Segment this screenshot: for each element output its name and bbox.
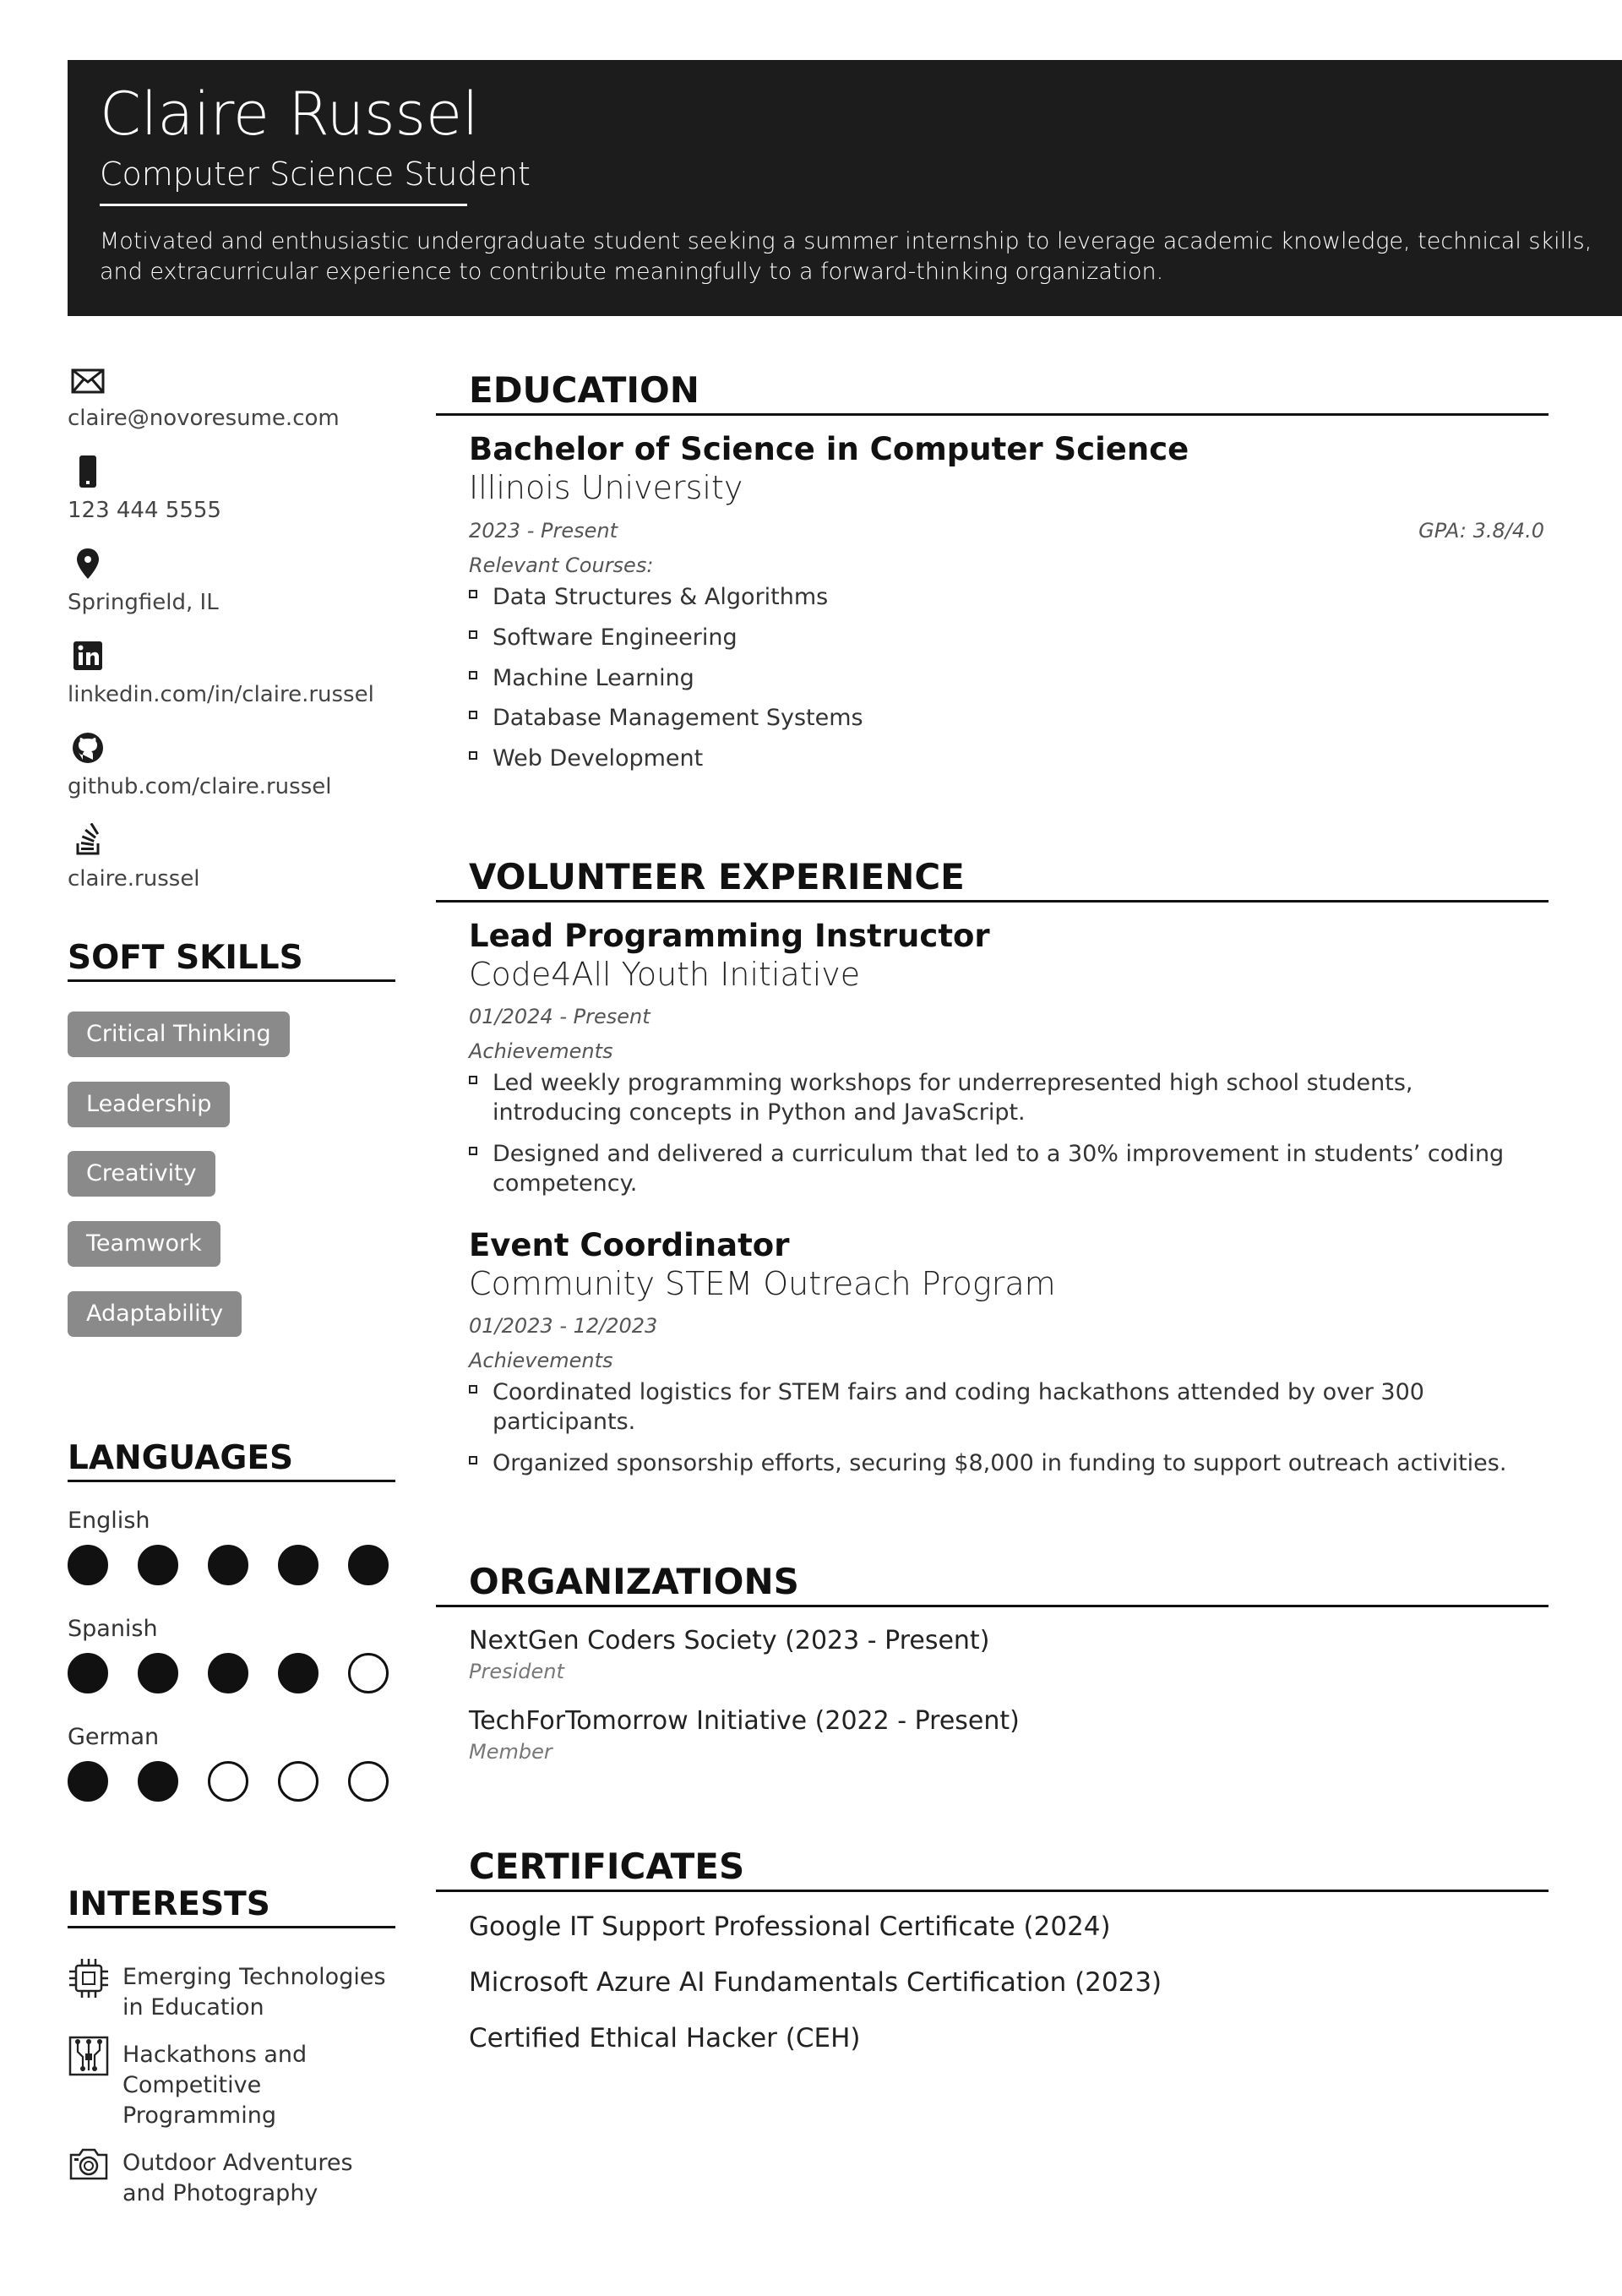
certificate-item: Certified Ethical Hacker (CEH) bbox=[469, 2023, 861, 2053]
proficiency-dot bbox=[208, 1653, 248, 1693]
candidate-name: Claire Russel bbox=[100, 79, 479, 149]
gpa-text: GPA: 3.8/4.0 bbox=[1418, 519, 1544, 543]
language-name: Spanish bbox=[68, 1616, 158, 1642]
job-role: Lead Programming Instructor bbox=[469, 918, 990, 954]
location-text: Springfield, IL bbox=[68, 590, 219, 615]
bullet-marker bbox=[469, 711, 477, 719]
proficiency-dot bbox=[348, 1545, 389, 1585]
camera-icon bbox=[68, 2143, 110, 2185]
skill-tag: Adaptability bbox=[68, 1291, 242, 1337]
organization-name: NextGen Coders Society (2023 - Present) bbox=[469, 1626, 990, 1655]
course-item: Web Development bbox=[493, 745, 704, 772]
interests-heading: INTERESTS bbox=[68, 1886, 395, 1928]
certificate-item: Google IT Support Professional Certificate (2024) bbox=[469, 1912, 1111, 1942]
bullet-marker bbox=[469, 1385, 477, 1393]
interest-item: Outdoor Adventures and Photography bbox=[122, 2150, 353, 2206]
skill-tag: Creativity bbox=[68, 1151, 215, 1197]
job-organization: Code4All Youth Initiative bbox=[469, 956, 861, 993]
proficiency-dot bbox=[278, 1545, 318, 1585]
phone-icon bbox=[71, 455, 105, 488]
proficiency-dot bbox=[278, 1653, 318, 1693]
title-underline bbox=[100, 204, 467, 206]
proficiency-dot bbox=[68, 1653, 108, 1693]
bullet-marker bbox=[469, 751, 477, 760]
skill-tag: Leadership bbox=[68, 1082, 230, 1127]
achievements-label: Achievements bbox=[469, 1039, 613, 1063]
summary-text: Motivated and enthusiastic undergraduate student seeking a summer internship to leverage academic knowledge, technical skills, and extracurricular experience to contribute meaningfully to a forward-thinking organization. bbox=[100, 228, 1592, 285]
job-role: Event Coordinator bbox=[469, 1227, 790, 1263]
proficiency-dot bbox=[68, 1545, 108, 1585]
candidate-title: Computer Science Student bbox=[100, 155, 531, 193]
proficiency-dot bbox=[138, 1761, 178, 1802]
chip-icon bbox=[68, 1957, 110, 1999]
skill-tag: Teamwork bbox=[68, 1221, 220, 1267]
bullet-marker bbox=[469, 1076, 477, 1084]
bullet-marker bbox=[469, 1147, 477, 1155]
proficiency-dot bbox=[138, 1545, 178, 1585]
email-link[interactable]: claire@novoresume.com bbox=[68, 406, 340, 431]
bullet-marker bbox=[469, 671, 477, 679]
organizations-heading: ORGANIZATIONS bbox=[436, 1560, 1549, 1607]
github-icon bbox=[71, 731, 105, 765]
phone-number: 123 444 5555 bbox=[68, 498, 221, 523]
job-organization: Community STEM Outreach Program bbox=[469, 1265, 1056, 1302]
stackoverflow-link[interactable]: claire.russel bbox=[68, 866, 200, 892]
organization-name: TechForTomorrow Initiative (2022 - Present) bbox=[469, 1706, 1020, 1736]
circuit-board-icon bbox=[68, 2035, 110, 2077]
bullet-marker bbox=[469, 590, 477, 598]
proficiency-dot bbox=[348, 1653, 389, 1693]
location-pin-icon bbox=[71, 547, 105, 581]
resume-header bbox=[68, 60, 1622, 316]
volunteer-heading: VOLUNTEER EXPERIENCE bbox=[436, 855, 1549, 903]
course-item: Database Management Systems bbox=[493, 705, 863, 731]
course-item: Data Structures & Algorithms bbox=[493, 584, 829, 610]
email-icon bbox=[71, 363, 105, 397]
proficiency-dot bbox=[68, 1761, 108, 1802]
certificates-heading: CERTIFICATES bbox=[436, 1845, 1549, 1892]
skill-tag: Critical Thinking bbox=[68, 1012, 290, 1057]
achievements-label: Achievements bbox=[469, 1349, 613, 1372]
stack-overflow-icon bbox=[71, 823, 105, 857]
certificate-item: Microsoft Azure AI Fundamentals Certification (2023) bbox=[469, 1967, 1162, 1998]
courses-label: Relevant Courses: bbox=[469, 554, 654, 577]
github-link[interactable]: github.com/claire.russel bbox=[68, 774, 332, 799]
organization-role: President bbox=[469, 1660, 564, 1683]
organization-role: Member bbox=[469, 1740, 552, 1764]
school-name: Illinois University bbox=[469, 469, 743, 506]
soft-skills-heading: SOFT SKILLS bbox=[68, 940, 395, 982]
achievement-item: Organized sponsorship efforts, securing $8,000 in funding to support outreach activities. bbox=[493, 1450, 1507, 1476]
language-name: English bbox=[68, 1508, 150, 1534]
linkedin-link[interactable]: linkedin.com/in/claire.russel bbox=[68, 682, 374, 707]
bullet-marker bbox=[469, 1456, 477, 1464]
course-item: Machine Learning bbox=[493, 665, 694, 691]
proficiency-dot bbox=[208, 1545, 248, 1585]
achievement-item: Led weekly programming workshops for underrepresented high school students, introducing concepts in Python and JavaScript. bbox=[493, 1070, 1413, 1126]
job-dates: 01/2024 - Present bbox=[469, 1005, 650, 1028]
degree-title: Bachelor of Science in Computer Science bbox=[469, 431, 1189, 467]
linkedin-icon bbox=[71, 639, 105, 673]
proficiency-dot bbox=[348, 1761, 389, 1802]
interest-item: Hackathons and Competitive Programming bbox=[122, 2042, 308, 2129]
education-heading: EDUCATION bbox=[436, 368, 1549, 416]
languages-heading: LANGUAGES bbox=[68, 1440, 395, 1482]
education-dates: 2023 - Present bbox=[469, 519, 618, 543]
bullet-marker bbox=[469, 630, 477, 639]
job-dates: 01/2023 - 12/2023 bbox=[469, 1314, 658, 1338]
proficiency-dot bbox=[208, 1761, 248, 1802]
interest-item: Emerging Technologies in Education bbox=[122, 1964, 386, 2021]
course-item: Software Engineering bbox=[493, 624, 738, 651]
achievement-item: Designed and delivered a curriculum that led to a 30% improvement in students’ coding competency. bbox=[493, 1141, 1505, 1197]
proficiency-dot bbox=[278, 1761, 318, 1802]
proficiency-dot bbox=[138, 1653, 178, 1693]
achievement-item: Coordinated logistics for STEM fairs and coding hackathons attended by over 300 participants. bbox=[493, 1379, 1424, 1435]
language-name: German bbox=[68, 1724, 160, 1750]
